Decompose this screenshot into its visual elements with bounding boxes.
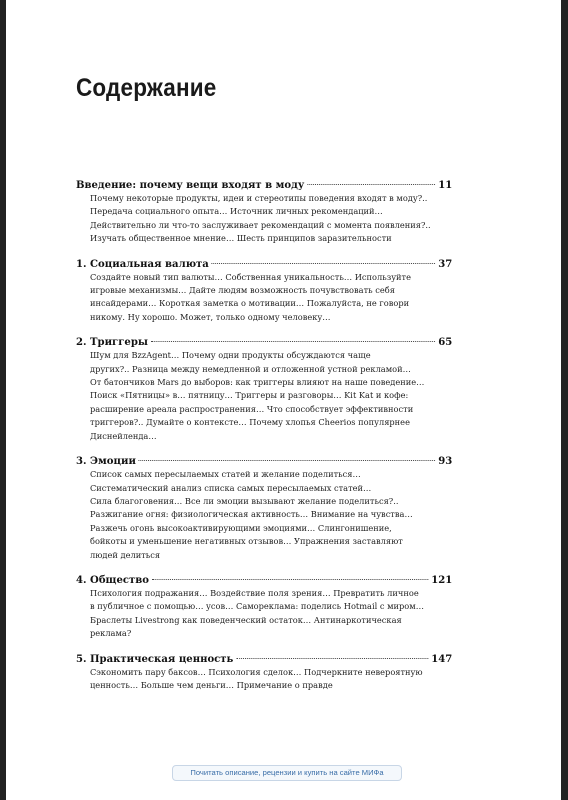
toc-chapter <box>76 573 468 642</box>
table-of-contents <box>76 178 468 703</box>
toc-summary-line: бойкоты и уменьшение негативных отзывов… Упражнения заставляют <box>90 537 403 548</box>
toc-summary-line: Разжечь огонь высокоактивирующими эмоциями… Слингонишение, <box>90 523 392 534</box>
toc-page-number: 11 <box>438 179 453 191</box>
toc-dot-leader <box>139 460 436 461</box>
toc-summary-line: Передача социального опыта… Источник личных рекомендаций… <box>90 207 383 218</box>
toc-summary-line: Поиск «Пятницы» в… пятницу… Триггеры и разговоры… Kit Kat и кофе: <box>90 391 409 402</box>
toc-chapter-summary <box>90 350 453 444</box>
toc-summary-line: людей делиться <box>90 550 161 561</box>
toc-summary-line: реклама? <box>90 629 132 640</box>
toc-summary-line: Диснейленда… <box>90 431 157 442</box>
toc-chapter-heading[interactable] <box>76 335 452 350</box>
toc-chapter-summary <box>90 272 453 326</box>
toc-dot-leader <box>152 579 429 580</box>
toc-summary-line: триггеров?.. Думайте о контексте… Почему хлопья Cheerios популярнее <box>90 418 410 429</box>
toc-chapter <box>76 454 468 563</box>
toc-chapter-summary <box>90 667 453 694</box>
toc-summary-line: Разжигание огня: физиологическая активность… Внимание на чувства… <box>90 510 413 521</box>
toc-chapter <box>76 178 468 247</box>
toc-summary-line: Почему некоторые продукты, идеи и стереотипы поведения входят в моду?.. <box>90 194 428 204</box>
toc-summary-line: От батончиков Mars до выборов: как триггеры влияют на наше поведение… <box>90 378 425 389</box>
toc-chapter-heading[interactable] <box>76 257 452 272</box>
toc-chapter-summary <box>90 469 453 563</box>
toc-summary-line: в публичное с помощью… усов… Самореклама: поделись Hotmail с миром… <box>90 602 424 613</box>
toc-summary-line: Систематический анализ списка самых пересылаемых статей… <box>90 483 372 494</box>
toc-chapter-heading[interactable] <box>76 573 452 588</box>
toc-chapter-heading[interactable] <box>76 178 452 193</box>
footer-purchase-link[interactable]: Почитать описание, рецензии и купить на сайте МИФа <box>172 765 402 781</box>
toc-page-number: 65 <box>438 336 453 349</box>
toc-chapter-title: 2. Триггеры <box>76 336 148 349</box>
toc-summary-line: Шум для BzzAgent… Почему одни продукты обсуждаются чаще <box>90 351 371 362</box>
toc-chapter-summary <box>90 193 453 247</box>
toc-summary-line: Психология подражания… Воздействие поля зрения… Превратить личное <box>90 588 419 599</box>
toc-summary-line: ценность… Больше чем деньги… Примечание о правде <box>90 680 333 691</box>
document-page <box>6 0 561 800</box>
toc-summary-line: никому. Ну хорошо. Может, только одному человеку… <box>90 312 331 323</box>
toc-page-number: 121 <box>431 573 453 586</box>
toc-chapter-title: 4. Общество <box>76 573 149 586</box>
toc-dot-leader <box>212 263 436 264</box>
toc-chapter <box>76 335 468 444</box>
toc-summary-line: других?.. Разница между немедленной и отложенной устной рекламой… <box>90 364 411 375</box>
toc-page-number: 147 <box>431 652 453 665</box>
toc-summary-line: Изучать общественное мнение… Шесть принципов заразительности <box>90 234 392 245</box>
toc-chapter-title: 3. Эмоции <box>76 455 136 468</box>
toc-dot-leader <box>307 184 435 185</box>
page-title: Содержание <box>76 74 217 102</box>
toc-summary-line: Создайте новый тип валюты… Собственная уникальность… Используйте <box>90 272 412 283</box>
toc-summary-line: Сэкономить пару баксов… Психология сделок… Подчеркните невероятную <box>90 667 423 678</box>
toc-summary-line: расширение ареала распространения… Что способствует эффективности <box>90 404 414 415</box>
toc-page-number: 93 <box>438 455 453 468</box>
toc-summary-line: Список самых пересылаемых статей и желание поделиться… <box>90 470 361 481</box>
toc-dot-leader <box>236 658 428 659</box>
toc-chapter <box>76 652 468 694</box>
toc-summary-line: игровые механизмы… Дайте людям возможность почувствовать себя <box>90 286 395 297</box>
toc-chapter <box>76 257 468 326</box>
toc-chapter-title: Введение: почему вещи входят в моду <box>76 179 305 191</box>
toc-summary-line: инсайдерами… Короткая заметка о мотивации… Пожалуйста, не говори <box>90 299 410 310</box>
toc-chapter-title: 1. Социальная валюта <box>76 257 209 270</box>
toc-chapter-heading[interactable] <box>76 652 452 667</box>
toc-summary-line: Действительно ли что-то заслуживает рекомендаций с момента появления?.. <box>90 220 431 231</box>
toc-chapter-heading[interactable] <box>76 454 452 469</box>
toc-chapter-summary <box>90 588 453 642</box>
toc-summary-line: Браслеты Livestrong как поведенческий остаток… Антинаркотическая <box>90 615 402 626</box>
toc-summary-line: Сила благоговения… Все ли эмоции вызывают желание поделиться?.. <box>90 496 399 507</box>
toc-page-number: 37 <box>438 257 453 270</box>
toc-dot-leader <box>151 341 436 342</box>
toc-chapter-title: 5. Практическая ценность <box>76 652 234 665</box>
